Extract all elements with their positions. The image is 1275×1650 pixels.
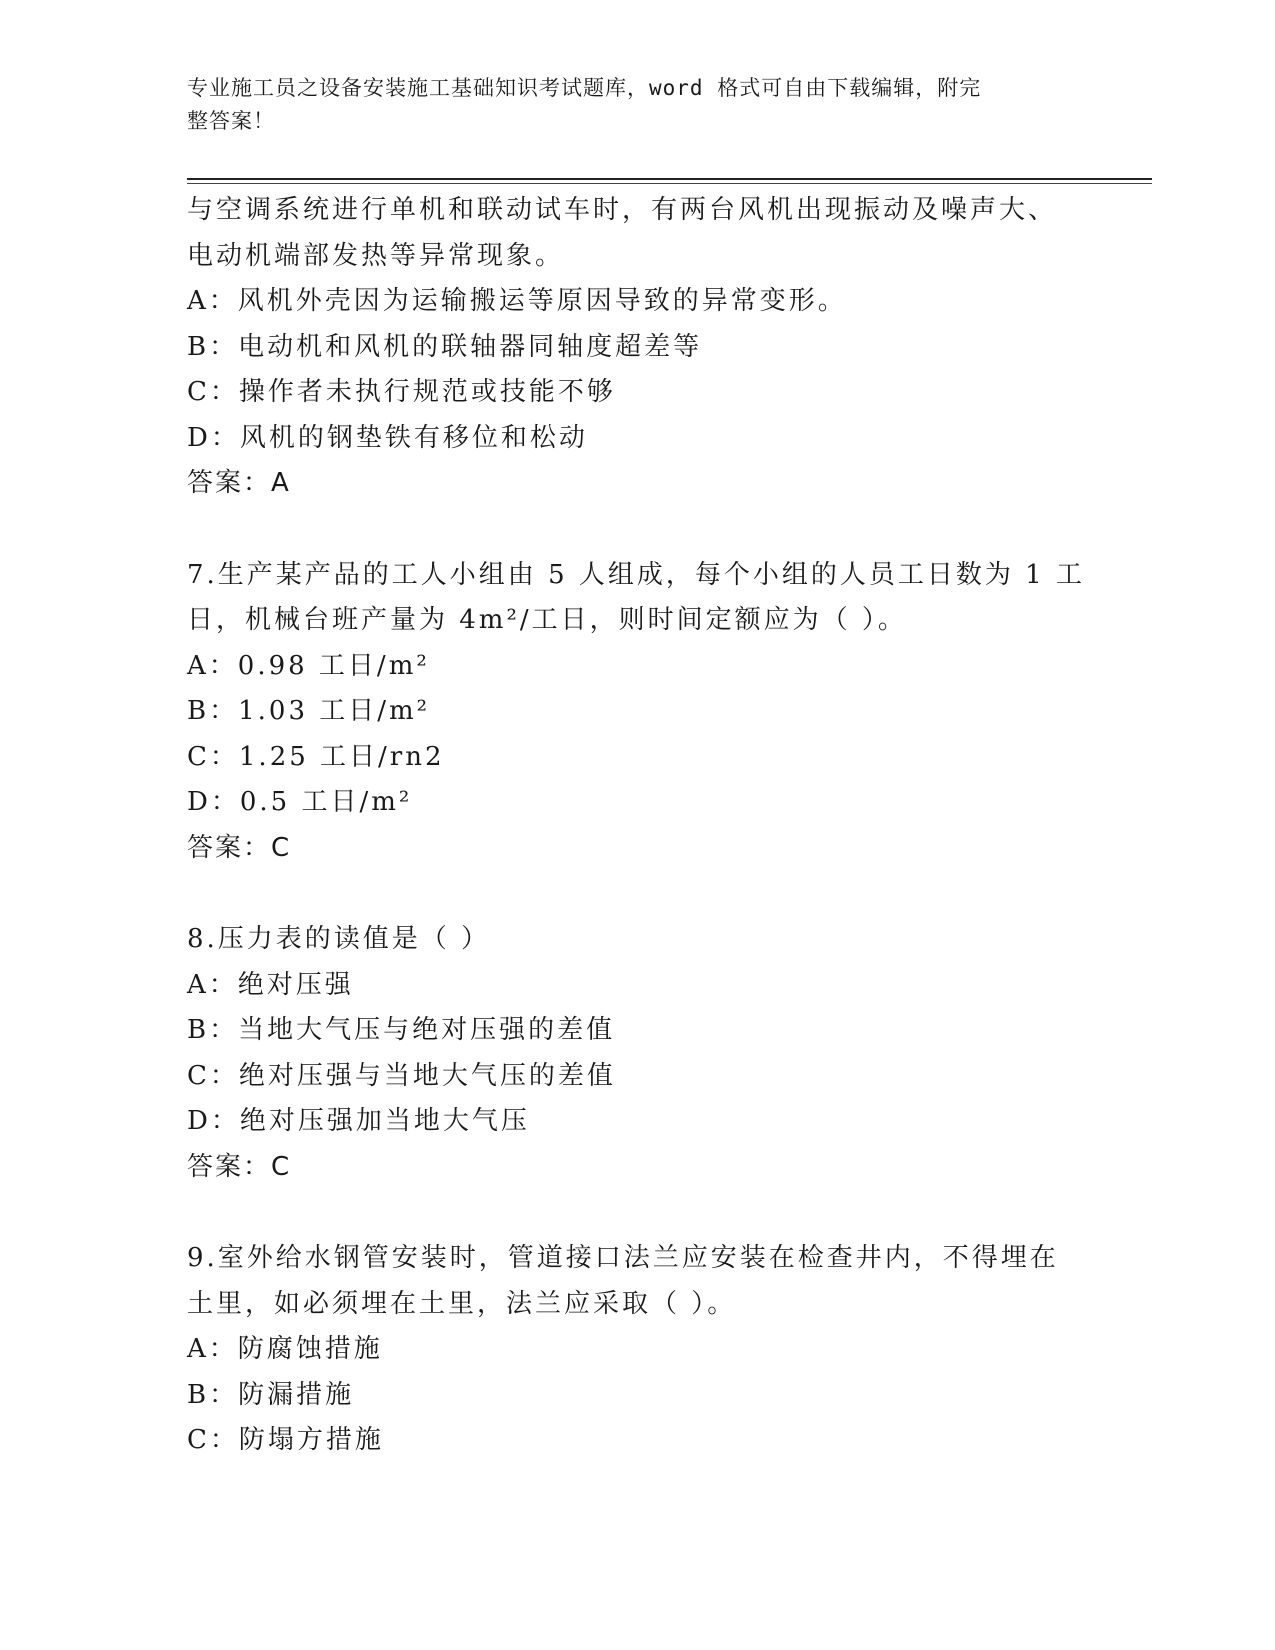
question-stem-line: 7.生产某产品的工人小组由 5 人组成，每个小组的人员工日数为 1 工 [187,559,1085,590]
question-7 [187,553,1087,872]
option-d: D：风机的钢垫铁有移位和松动 [187,422,588,453]
question-6 [187,188,1087,507]
option-b: B：防漏措施 [187,1379,355,1410]
question-stem-line: 土里，如必须埋在土里，法兰应采取（ ）。 [187,1288,737,1319]
option-c: C：操作者未执行规范或技能不够 [187,377,616,407]
question-spacer [187,871,1087,917]
option-c: C：绝对压强与当地大气压的差值 [187,1060,616,1091]
question-stem-line: 与空调系统进行单机和联动试车时，有两台风机出现振动及噪声大、 [187,195,1058,225]
question-8 [187,917,1087,1190]
question-stem-line: 日，机械台班产量为 4m²/工日，则时间定额应为（ ）。 [187,605,907,635]
option-a: A：风机外壳因为运输搬运等原因导致的异常变形。 [187,286,847,316]
question-spacer [187,1190,1087,1236]
option-d: D：绝对压强加当地大气压 [187,1106,530,1136]
option-a: A：防腐蚀措施 [187,1334,383,1364]
option-c: C：防塌方措施 [187,1425,384,1455]
header-divider-thin [187,183,1152,184]
question-9 [187,1236,1087,1464]
option-a: A：绝对压强 [187,969,354,1000]
header-line-1: 专业施工员之设备安装施工基础知识考试题库，word 格式可自由下载编辑，附完 [187,76,982,100]
question-stem-line: 8.压力表的读值是（ ） [187,924,491,954]
question-stem-line: 9.室外给水钢管安装时，管道接口法兰应安装在检查井内，不得埋在 [187,1243,1059,1273]
option-b: B：1.03 工日/m² [187,696,431,726]
option-d: D：0.5 工日/m² [187,787,413,817]
question-spacer [187,507,1087,553]
option-b: B：当地大气压与绝对压强的差值 [187,1015,616,1045]
option-c: C：1.25 工日/rn2 [187,741,445,772]
header-line-2: 整答案！ [187,109,275,133]
question-stem-line: 电动机端部发热等异常现象。 [187,240,565,271]
answer-line: 答案：A [187,468,291,498]
option-a: A：0.98 工日/m² [187,650,430,681]
option-b: B：电动机和风机的联轴器同轴度超差等 [187,331,703,362]
answer-line: 答案：C [187,1151,292,1182]
header-divider-thick [187,178,1152,180]
question-list [187,188,1087,1464]
answer-line: 答案：C [187,832,292,863]
document-header [187,72,1087,138]
